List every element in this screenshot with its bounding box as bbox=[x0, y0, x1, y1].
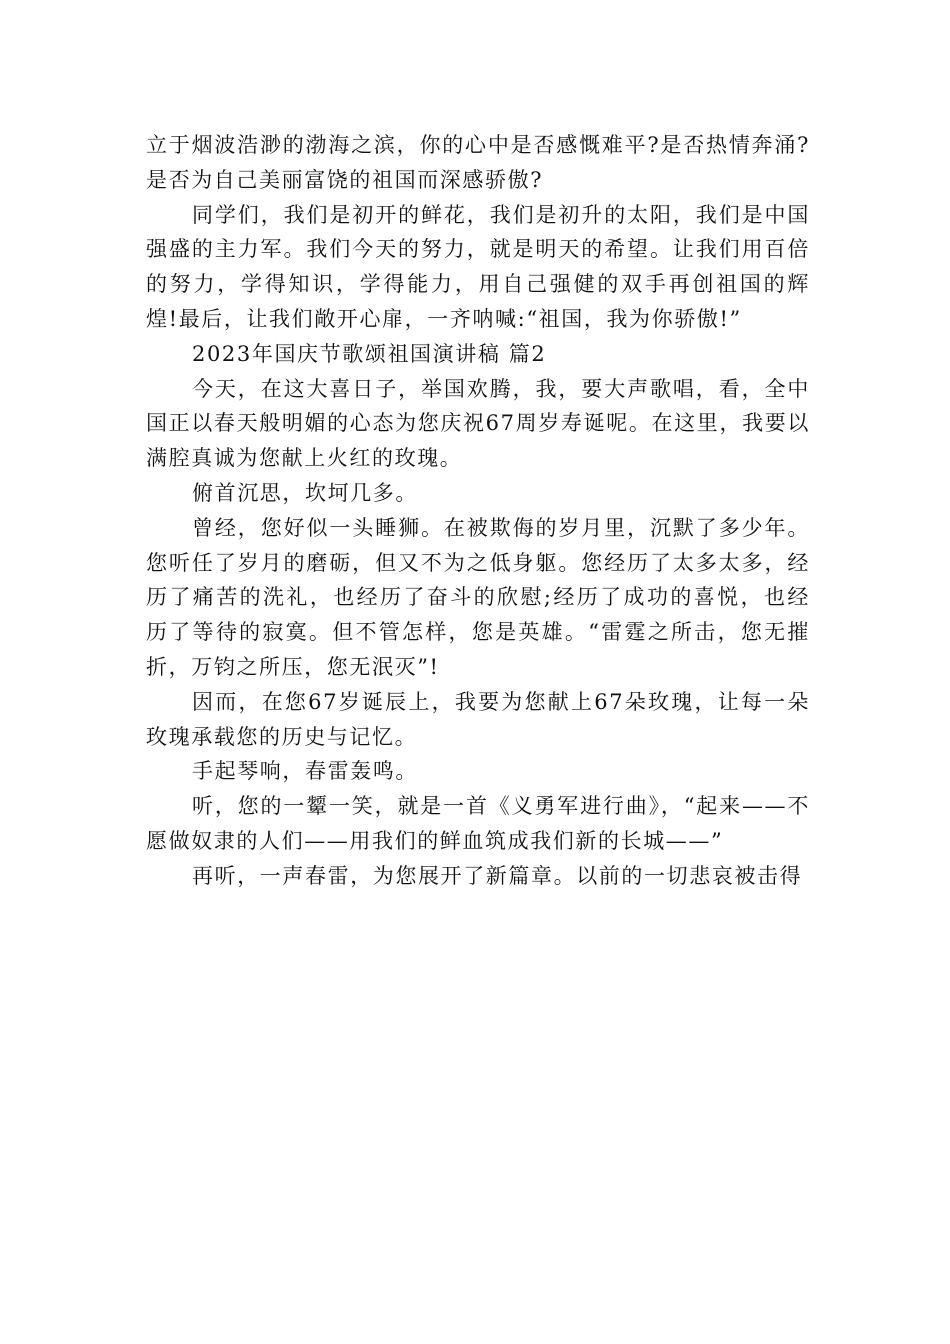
paragraph-3: 今天，在这大喜日子，举国欢腾，我，要大声歌唱，看，全中国正以春天般明媚的心态为您庆祝67周岁寿诞呢。在这里，我要以满腔真诚为您献上火红的玫瑰。 bbox=[146, 376, 810, 471]
paragraph-1: 立于烟波浩渺的渤海之滨，你的心中是否感慨难平?是否热情奔涌?是否为自己美丽富饶的祖国而深感骄傲? bbox=[146, 133, 810, 192]
paragraph-6: 因而，在您67岁诞辰上，我要为您献上67朵玫瑰，让每一朵玫瑰承载您的历史与记忆。 bbox=[146, 689, 810, 749]
paragraph-2: 同学们，我们是初开的鲜花，我们是初升的太阳，我们是中国强盛的主力军。我们今天的努力，就是明天的希望。让我们用百倍的努力，学得知识，学得能力，用自己强健的双手再创祖国的辉煌!最后，让我们敞开心扉，一齐呐喊:“祖国，我为你骄傲!” bbox=[146, 202, 810, 331]
paragraph-7: 手起琴响，春雷轰鸣。 bbox=[192, 759, 418, 784]
section-heading: 2023年国庆节歌颂祖国演讲稿 篇2 bbox=[192, 341, 547, 366]
paragraph-9: 再听，一声春雷，为您展开了新篇章。以前的一切悲哀被击得 bbox=[192, 863, 803, 888]
paragraph-8: 听，您的一颦一笑，就是一首《义勇军进行曲》，“起来——不愿做奴隶的人们——用我们的鲜血筑成我们新的长城——” bbox=[146, 794, 810, 853]
paragraph-5: 曾经，您好似一头睡狮。在被欺侮的岁月里，沉默了多少年。您听任了岁月的磨砺，但又不为之低身躯。您经历了太多太多，经历了痛苦的洗礼，也经历了奋斗的欣慰;经历了成功的喜悦，也经历了等待的寂寞。但不管怎样，您是英雄。“雷霆之所击，您无摧折，万钧之所压，您无泯灭”! bbox=[146, 515, 810, 679]
paragraph-4: 俯首沉思，坎坷几多。 bbox=[192, 480, 418, 505]
document-body bbox=[146, 128, 810, 894]
